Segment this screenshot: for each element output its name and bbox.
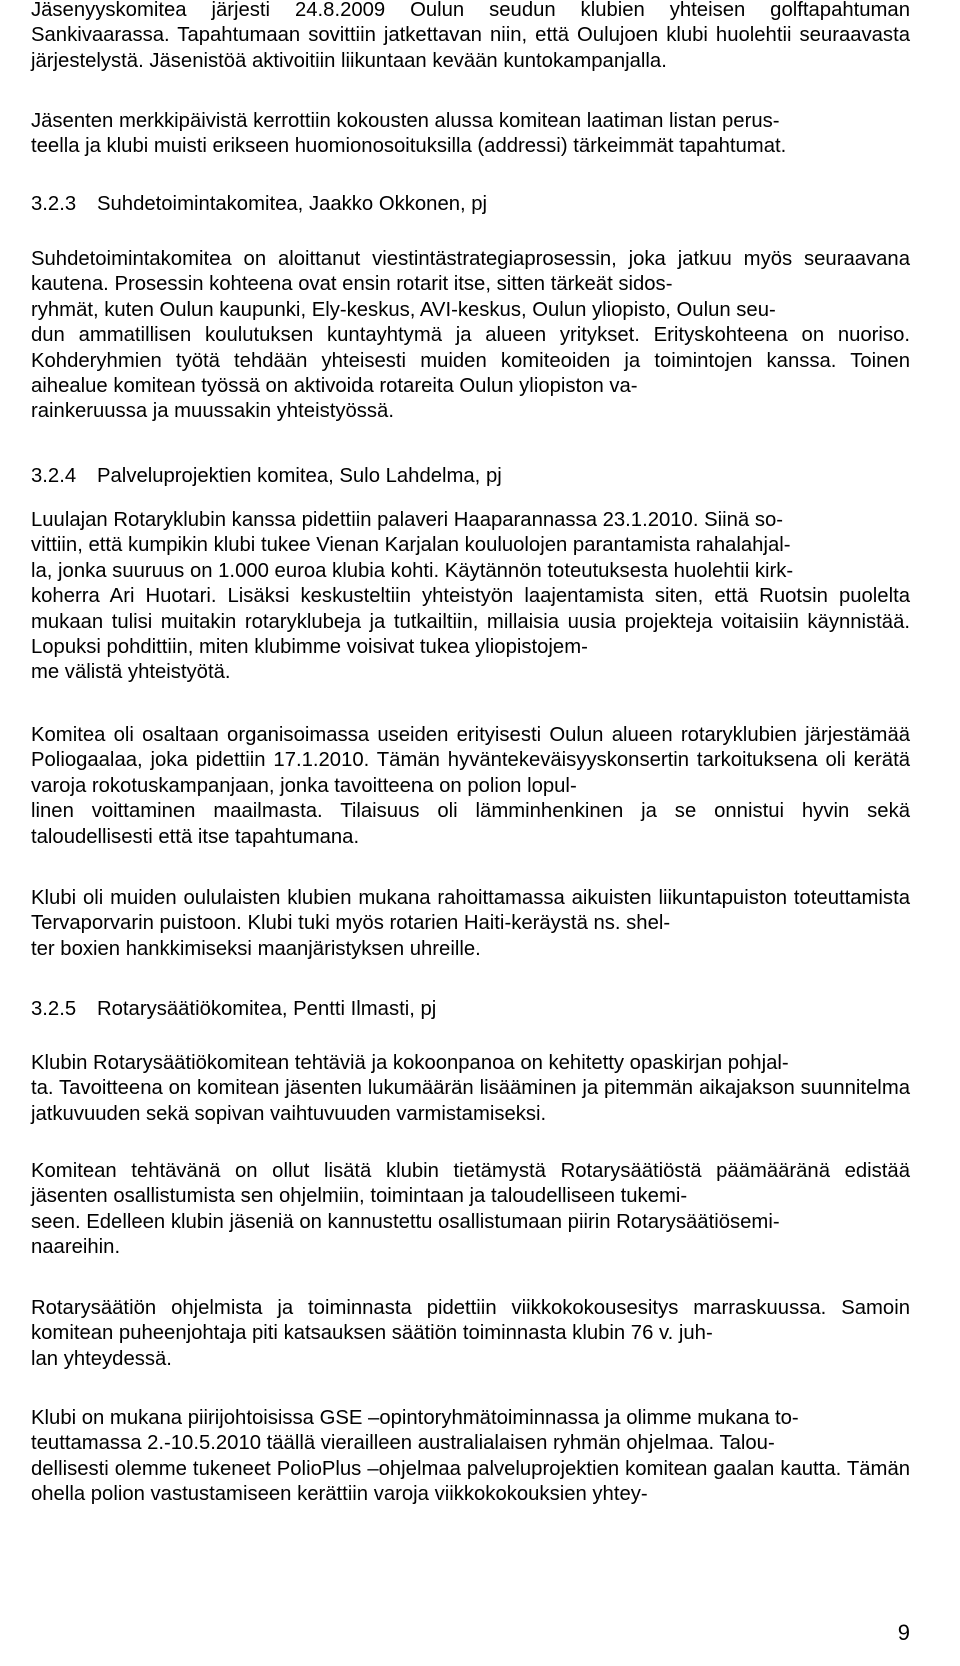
paragraph-foundation-programs: Rotarysäätiön ohjelmista ja toiminnasta pidettiin viikkokokousesitys marraskuussa. Samoin komitean puheenjohtaja piti katsauksen säätiön toiminnasta klubin 76 v. juh- lan yhteydessä. bbox=[31, 1297, 910, 1370]
section-title: Rotarysäätiökomitea, Pentti Ilmasti, pj bbox=[97, 998, 437, 1020]
paragraph-exercise-park: Klubi oli muiden oululaisten klubien mukana rahoittamassa aikuisten liikuntapuiston toteuttamista Tervaporvarin puistoon. Klubi tuki myös rotarien Haiti-keräystä ns. shel- ter boxien hankkimiseksi maanjäristyksen uhreille. bbox=[31, 887, 910, 960]
section-heading-3-2-4 bbox=[31, 464, 910, 489]
paragraph-foundation-knowledge: Komitean tehtävänä on ollut lisätä klubin tietämystä Rotarysäätiöstä päämääränä edistää jäsenten osallistumista sen ohjelmiin, toimintaan ja taloudelliseen tukemi- seen. Edelleen klubin jäseniä on kannustettu osallistumaan piirin Rotarysäätiösemi- naareihin. bbox=[31, 1160, 910, 1259]
paragraph-communications: Suhdetoimintakomitea on aloittanut viestintästrategiaprosessin, joka jatkuu myös seuraavana kautena. Prosessin kohteena ovat ensin rotarit itse, sitten tärkeät sidos- ryhmät, kuten Oulun kaupunki, Ely-keskus, AVI-keskus, Oulun yliopisto, Oulun seu- dun ammatillisen koulutuksen kuntayhtymä ja alueen yritykset. Erityskohteena on nuoriso. Kohderyhmien työtä tehdään yhteisesti muiden komiteoiden ja toimintojen kanssa. Toinen aihealue komitean työssä on aktivoida rotareita Oulun yliopiston va- rainkeruussa ja muussakin yhteistyössä. bbox=[31, 248, 910, 423]
paragraph-polio-gala: Komitea oli osaltaan organisoimassa useiden erityisesti Oulun alueen rotaryklubien järjestämää Poliogaalaa, joka pidettiin 17.1.2010. Tämän hyväntekeväisyyskonsertin tarkoituksena oli kerätä varoja rokotuskampanjaan, jonka tavoitteena on polion lopul- linen voittaminen maailmasta. Tilaisuus oli lämminhenkinen ja se onnistui hyvin sekä taloudellisesti että itse tapahtumana. bbox=[31, 724, 910, 848]
paragraph-lulea-meeting: Luulajan Rotaryklubin kanssa pidettiin palaveri Haaparannassa 23.1.2010. Siinä so- vittiin, että kumpikin klubi tukee Vienan Karjalan kouluolojen parantamista rahalahjal- la, jonka suuruus on 1.000 euroa klubia kohti. Käytännön toteutuksesta huolehtii kirk- koherra Ari Huotari. Lisäksi keskusteltiin yhteistyön laajentamista siten, että Ruotsin puolelta mukaan tulisi muitakin rotaryklubeja ja tutkailtiin, millaisia uusia projekteja voitaisiin käynnistää. Lopuksi pohdittiin, miten klubimme voisivat tukea yliopistojem- me välistä yhteistyötä. bbox=[31, 509, 910, 684]
paragraph-birthdays: Jäsenten merkkipäivistä kerrottiin kokousten alussa komitean laatiman listan perus- teella ja klubi muisti erikseen huomionosoituksilla (addressi) tärkeimmät tapahtumat. bbox=[31, 110, 787, 158]
section-title: Suhdetoimintakomitea, Jaakko Okkonen, pj bbox=[97, 193, 488, 215]
paragraph-foundation-committee: Klubin Rotarysäätiökomitean tehtäviä ja kokoonpanoa on kehitetty opaskirjan pohjal- ta. Tavoitteena on komitean jäsenten lukumäärän lisääminen ja pitemmän aikajakson suunnitelma jatkuvuuden sekä sopivan vaihtuvuuden varmistamiseksi. bbox=[31, 1052, 910, 1125]
paragraph-gse: Klubi on mukana piirijohtoisissa GSE –opintoryhmätoiminnassa ja olimme mukana to- teuttamassa 2.-10.5.2010 täällä vierailleen australialaisen ryhmän ohjelmaa. Talou- dellisesti olemme tukeneet PolioPlus –ohjelmaa palveluprojektien komitean gaalan kautta. Tämän ohella polion vastustamiseen kerättiin varoja viikkokokouksien yhtey- bbox=[31, 1407, 910, 1506]
section-title: Palveluprojektien komitea, Sulo Lahdelma, pj bbox=[97, 465, 502, 487]
paragraph-golf-event: Jäsenyyskomitea järjesti 24.8.2009 Oulun seudun klubien yhteisen golftapahtuman Sankivaarassa. Tapahtumaan sovittiin jatkettavan niin, että Oulujoen klubi huolehtii seuraavasta järjestelystä. Jäsenistöä aktivoitiin liikuntaan kevään kuntokampanjalla. bbox=[31, 0, 910, 72]
section-number: 3.2.5 bbox=[31, 998, 77, 1020]
section-number: 3.2.4 bbox=[31, 465, 77, 487]
section-number: 3.2.3 bbox=[31, 193, 77, 215]
section-heading-3-2-5 bbox=[31, 997, 910, 1022]
section-heading-3-2-3 bbox=[31, 192, 910, 217]
page-number: 9 bbox=[897, 1620, 910, 1645]
